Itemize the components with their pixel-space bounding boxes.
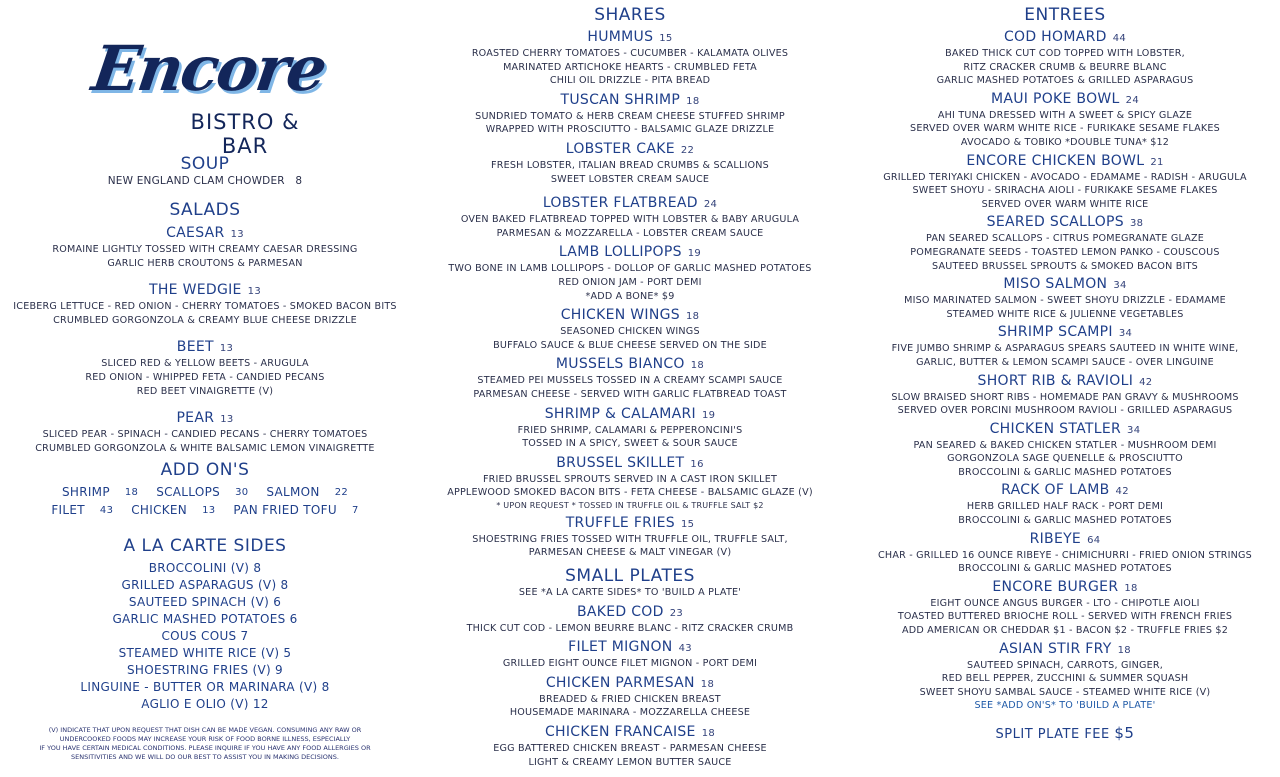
section-title-sides: A LA CARTE SIDES (123, 536, 287, 556)
item-price: 42 (1139, 376, 1153, 388)
menu-item (850, 641, 1280, 713)
menu-item (415, 406, 845, 451)
item-desc: FRIED SHRIMP, CALAMARI & PEPPERONCINI'S (517, 424, 743, 436)
item-desc: SWEET SHOYU SAMBAL SAUCE - STEAMED WHITE RICE (V) (919, 686, 1211, 698)
menu-item (415, 356, 845, 401)
item-name: CHICKEN WINGS (560, 307, 680, 324)
item-name: SEARED SCALLOPS (986, 214, 1124, 231)
item-desc: SERVED OVER WARM WHITE RICE - FURIKAKE SESAME FLAKES (910, 123, 1220, 135)
item-desc: ICEBERG LETTUCE - RED ONION - CHERRY TOMATOES - SMOKED BACON BITS (13, 301, 397, 313)
item-name: CHICKEN FRANCAISE (544, 724, 696, 741)
item-price: 18 (701, 728, 716, 740)
item-desc: RED BEET VINAIGRETTE (V) (136, 385, 274, 397)
menu-item (415, 195, 845, 240)
item-desc: GARLIC HERB CROUTONS & PARMESAN (107, 257, 303, 269)
item-desc: GORGONZOLA SAGE QUENELLE & PROSCIUTTO (947, 453, 1183, 465)
item-desc: SWEET SHOYU - SRIRACHA AIOLI - FURIKAKE SESAME FLAKES (912, 185, 1218, 197)
item-desc: SERVED OVER WARM WHITE RICE (981, 198, 1149, 210)
item-desc: BREADED & FRIED CHICKEN BREAST (539, 693, 721, 705)
item-price: 18 (1124, 582, 1138, 594)
addon-price: 30 (235, 487, 249, 498)
item-price: 18 (700, 678, 715, 690)
section-title-soup: SOUP (180, 154, 230, 174)
item-desc: SUNDRIED TOMATO & HERB CREAM CHEESE STUFFED SHRIMP (475, 110, 785, 122)
item-desc: ROMAINE LIGHTLY TOSSED WITH CREAMY CAESAR DRESSING (52, 244, 358, 255)
fee-label: SPLIT PLATE FEE (995, 727, 1110, 743)
item-desc: FRIED BRUSSEL SPROUTS SERVED IN A CAST IRON SKILLET (482, 473, 778, 485)
item-desc: SHOESTRING FRIES TOSSED WITH TRUFFLE OIL, TRUFFLE SALT, (472, 533, 788, 545)
item-desc: RED BELL PEPPER, ZUCCHINI & SUMMER SQUASH (941, 673, 1189, 685)
soup-item (0, 175, 410, 189)
item-name: PEAR (176, 410, 215, 427)
item-desc: CHAR - GRILLED 16 OUNCE RIBEYE - CHIMICHURRI - FRIED ONION STRINGS (878, 549, 1252, 561)
item-price: 34 (1118, 328, 1133, 340)
item-desc: BROCCOLINI & GARLIC MASHED POTATOES (958, 515, 1172, 527)
addon-price: 13 (202, 505, 216, 516)
item-price: 24 (703, 199, 718, 211)
side-item: SAUTEED SPINACH (V) 6 (128, 595, 282, 609)
item-price: 42 (1115, 486, 1129, 498)
item-price: 22 (680, 144, 695, 156)
side-item: GARLIC MASHED POTATOES 6 (112, 612, 298, 626)
menu-item (850, 153, 1280, 212)
item-desc: APPLEWOOD SMOKED BACON BITS - FETA CHEESE - BALSAMIC GLAZE (V) (447, 487, 813, 499)
item-name: SHORT RIB & RAVIOLI (977, 372, 1134, 389)
menu-item (0, 339, 410, 398)
item-desc: GARLIC, BUTTER & LEMON SCAMPI SAUCE - OVER LINGUINE (916, 356, 1214, 368)
menu-item (0, 410, 410, 455)
item-price: 13 (220, 414, 234, 426)
item-desc: TOASTED BUTTERED BRIOCHE ROLL - SERVED WITH FRENCH FRIES (897, 611, 1233, 623)
item-desc: SLICED RED & YELLOW BEETS - ARUGULA (101, 358, 309, 370)
item-desc: SLOW BRAISED SHORT RIBS - HOMEMADE PAN GRAVY & MUSHROOMS (891, 391, 1239, 403)
small-plates-note: SEE *A LA CARTE SIDES* TO 'BUILD A PLATE' (518, 587, 742, 599)
soup-text: NEW ENGLAND CLAM CHOWDER (107, 175, 285, 187)
item-desc: THICK CUT COD - LEMON BEURRE BLANC - RITZ CRACKER CRUMB (466, 622, 794, 634)
item-desc: SERVED OVER PORCINI MUSHROOM RAVIOLI - GRILLED ASPARAGUS (897, 405, 1233, 417)
item-name: ASIAN STIR FRY (999, 640, 1112, 657)
item-name: HUMMUS (587, 29, 654, 45)
item-price: 34 (1113, 280, 1127, 292)
item-desc: TOSSED IN A SPICY, SWEET & SOUR SAUCE (522, 438, 738, 450)
item-desc: HOUSEMADE MARINARA - MOZZARELLA CHEESE (509, 707, 751, 719)
addon-name: PAN FRIED TOFU (233, 503, 337, 517)
addon-name: SHRIMP (61, 485, 110, 499)
item-name: TRUFFLE FRIES (565, 514, 675, 531)
section-title-salads: SALADS (169, 200, 241, 220)
item-desc: SWEET LOBSTER CREAM SAUCE (550, 173, 710, 185)
menu-item (850, 482, 1280, 527)
item-desc: PARMESAN CHEESE - SERVED WITH GARLIC FLATBREAD TOAST (473, 388, 787, 400)
item-name: RIBEYE (1029, 530, 1082, 547)
item-desc: MARINATED ARTICHOKE HEARTS - CRUMBLED FETA (503, 61, 757, 73)
item-desc: ADD AMERICAN OR CHEDDAR $1 - BACON $2 - TRUFFLE FRIES $2 (901, 625, 1229, 637)
menu-item (415, 724, 845, 769)
menu-item (415, 141, 845, 186)
addon-price: 22 (334, 487, 349, 498)
item-desc: MISO MARINATED SALMON - SWEET SHOYU DRIZZLE - EDAMAME (904, 295, 1226, 307)
addon-name: SALMON (266, 485, 320, 499)
item-desc: BAKED THICK CUT COD TOPPED WITH LOBSTER, (945, 48, 1185, 59)
item-desc: POMEGRANATE SEEDS - TOASTED LEMON PANKO - COUSCOUS (910, 246, 1220, 258)
addons-row (0, 502, 410, 519)
item-desc: AVOCADO & TOBIKO *DOUBLE TUNA* $12 (960, 136, 1170, 148)
addon-price: 18 (124, 487, 139, 498)
side-item: AGLIO E OLIO (V) 12 (141, 697, 269, 711)
item-desc: STEAMED PEI MUSSELS TOSSED IN A CREAMY SCAMPI SAUCE (477, 375, 783, 387)
menu-item (850, 531, 1280, 576)
addons-section (0, 460, 410, 519)
item-name: COD HOMARD (1003, 29, 1107, 45)
item-price: 13 (247, 286, 261, 298)
fee-price: $5 (1114, 724, 1135, 743)
item-price: 18 (690, 360, 705, 372)
item-desc: GRILLED TERIYAKI CHICKEN - AVOCADO - EDAMAME - RADISH - ARUGULA (883, 171, 1247, 183)
item-price: 24 (1125, 94, 1139, 106)
item-price: 18 (685, 311, 700, 323)
item-name: TUSCAN SHRIMP (560, 91, 681, 108)
item-name: LOBSTER FLATBREAD (542, 195, 698, 212)
item-desc: OVEN BAKED FLATBREAD TOPPED WITH LOBSTER & BABY ARUGULA (460, 214, 800, 226)
menu-item (0, 282, 410, 327)
item-name: RACK OF LAMB (1001, 482, 1110, 499)
menu-item (850, 91, 1280, 150)
side-item: COUS COUS 7 (161, 629, 249, 643)
item-price: 18 (686, 95, 700, 107)
item-name: SHRIMP & CALAMARI (544, 405, 696, 422)
menu-item (850, 214, 1280, 273)
item-desc: WRAPPED WITH PROSCIUTTO - BALSAMIC GLAZE DRIZZLE (485, 124, 775, 136)
addon-name: FILET (51, 503, 85, 517)
menu-item (415, 455, 845, 511)
item-price: 18 (1117, 644, 1131, 656)
item-desc: ROASTED CHERRY TOMATOES - CUCUMBER - KALAMATA OLIVES (471, 48, 789, 59)
menu-item (415, 515, 845, 560)
item-desc: SEASONED CHICKEN WINGS (560, 326, 700, 338)
menu-item (415, 92, 845, 137)
item-desc: PARMESAN & MOZZARELLA - LOBSTER CREAM SAUCE (496, 227, 764, 239)
item-name: BEET (176, 339, 214, 356)
item-price: 64 (1087, 534, 1101, 546)
addon-name: SCALLOPS (156, 485, 221, 499)
item-name: BRUSSEL SKILLET (556, 454, 685, 471)
item-desc: RED ONION JAM - PORT DEMI (558, 276, 702, 288)
item-price: 44 (1112, 33, 1127, 44)
section-title-small-plates: SMALL PLATES (565, 566, 695, 587)
item-price: 38 (1129, 218, 1144, 230)
item-price: 16 (690, 458, 704, 470)
item-desc: HERB GRILLED HALF RACK - PORT DEMI (966, 501, 1164, 513)
item-desc: STEAMED WHITE RICE & JULIENNE VEGETABLES (946, 308, 1184, 320)
item-name: MAUI POKE BOWL (991, 90, 1120, 107)
side-item: STEAMED WHITE RICE (V) 5 (118, 646, 292, 660)
small-plates-section (415, 566, 845, 769)
item-name: CAESAR (166, 225, 225, 241)
entrees-note: SEE *ADD ON'S* TO 'BUILD A PLATE' (974, 700, 1156, 712)
item-name: CHICKEN STATLER (989, 420, 1122, 437)
item-desc: FRESH LOBSTER, ITALIAN BREAD CRUMBS & SCALLIONS (491, 159, 769, 171)
encore-logo (85, 28, 330, 158)
item-desc: PAN SEARED SCALLOPS - CITRUS POMEGRANATE GLAZE (925, 233, 1205, 245)
item-desc: RITZ CRACKER CRUMB & BEURRE BLANC (963, 61, 1167, 73)
item-price: 15 (680, 518, 695, 530)
addons-row (0, 484, 410, 501)
disclaimer-line: IF YOU HAVE CERTAIN MEDICAL CONDITIONS. PLEASE INQUIRE IF YOU HAVE ANY FOOD ALLERGIES OR (39, 744, 371, 752)
item-desc: GRILLED EIGHT OUNCE FILET MIGNON - PORT DEMI (502, 658, 758, 670)
item-price: 43 (678, 643, 692, 655)
item-desc: RED ONION - WHIPPED FETA - CANDIED PECANS (85, 371, 325, 383)
item-desc: *ADD A BONE* $9 (585, 290, 675, 302)
item-name: CHICKEN PARMESAN (545, 674, 695, 691)
side-item: GRILLED ASPARAGUS (V) 8 (121, 578, 289, 592)
menu-item (850, 324, 1280, 369)
menu-item (415, 29, 845, 88)
item-desc: BROCCOLINI & GARLIC MASHED POTATOES (958, 466, 1172, 478)
item-price: 21 (1150, 156, 1164, 168)
item-desc: * UPON REQUEST * TOSSED IN TRUFFLE OIL & TRUFFLE SALT $2 (496, 500, 764, 510)
item-desc: TWO BONE IN LAMB LOLLIPOPS - DOLLOP OF GARLIC MASHED POTATOES (448, 263, 812, 275)
item-name: ENCORE BURGER (992, 578, 1119, 595)
section-title-addons: ADD ON'S (160, 460, 250, 480)
menu-item (850, 579, 1280, 638)
item-desc: BROCCOLINI & GARLIC MASHED POTATOES (958, 563, 1172, 575)
item-desc: EGG BATTERED CHICKEN BREAST - PARMESAN CHEESE (493, 743, 767, 755)
item-desc: CRUMBLED GORGONZOLA & CREAMY BLUE CHEESE DRIZZLE (53, 314, 357, 326)
menu-item (850, 373, 1280, 418)
disclaimer-line: (V) INDICATE THAT UPON REQUEST THAT DISH CAN BE MADE VEGAN. CONSUMING ANY RAW OR (48, 726, 362, 734)
item-desc: SLICED PEAR - SPINACH - CANDIED PECANS - CHERRY TOMATOES (42, 429, 368, 441)
item-name: SHRIMP SCAMPI (997, 324, 1113, 341)
item-price: 19 (701, 409, 716, 421)
split-plate-fee (850, 724, 1280, 742)
logo-tagline: BISTRO & BAR (190, 110, 300, 158)
addon-price: 7 (351, 505, 359, 516)
item-desc: BUFFALO SAUCE & BLUE CHEESE SERVED ON THE SIDE (493, 339, 767, 351)
side-item: BROCCOLINI (V) 8 (148, 561, 262, 575)
item-desc: SAUTEED SPINACH, CARROTS, GINGER, (966, 659, 1163, 671)
item-desc: GARLIC MASHED POTATOES & GRILLED ASPARAGUS (936, 75, 1194, 87)
menu-item (0, 225, 410, 270)
item-name: MISO SALMON (1003, 276, 1108, 293)
addon-price: 43 (99, 505, 114, 516)
addon-name: CHICKEN (131, 503, 188, 517)
sides-section (0, 536, 410, 713)
disclaimer-line: UNDERCOOKED FOODS MAY INCREASE YOUR RISK OF FOOD BORNE ILLNESS, ESPECIALLY (59, 735, 351, 743)
menu-item (850, 276, 1280, 321)
item-desc: EIGHT OUNCE ANGUS BURGER - LTO - CHIPOTLE AIOLI (930, 597, 1200, 609)
item-desc: CRUMBLED GORGONZOLA & WHITE BALSAMIC LEMON VINAIGRETTE (35, 442, 375, 454)
menu-item (850, 29, 1280, 88)
menu-item (415, 307, 845, 352)
section-title-entrees: ENTREES (1024, 5, 1106, 25)
soup-price: 8 (295, 175, 303, 187)
menu-item (415, 604, 845, 636)
item-price: 13 (219, 343, 234, 355)
logo-wordmark: Encore (87, 32, 330, 105)
item-name: ENCORE CHICKEN BOWL (966, 152, 1145, 169)
menu-item (850, 421, 1280, 480)
item-name: THE WEDGIE (149, 282, 242, 299)
salads-section (0, 200, 410, 455)
item-price: 23 (669, 607, 684, 619)
item-price: 13 (230, 229, 244, 240)
disclaimer (0, 726, 410, 762)
disclaimer-line: SENSITIVITIES AND WE WILL DO OUR BEST TO ASSIST YOU IN MAKING DECISIONS. (71, 753, 339, 761)
side-item: LINGUINE - BUTTER OR MARINARA (V) 8 (80, 680, 330, 694)
section-title-shares: SHARES (594, 5, 666, 25)
item-desc: CHILI OIL DRIZZLE - PITA BREAD (549, 75, 711, 87)
item-name: MUSSELS BIANCO (555, 356, 685, 373)
side-item: SHOESTRING FRIES (V) 9 (127, 663, 283, 677)
item-desc: PARMESAN CHEESE & MALT VINEGAR (V) (528, 547, 732, 559)
item-desc: LIGHT & CREAMY LEMON BUTTER SAUCE (528, 756, 732, 768)
item-desc: SAUTEED BRUSSEL SPROUTS & SMOKED BACON BITS (932, 260, 1198, 272)
item-price: 19 (687, 248, 702, 260)
item-desc: AHI TUNA DRESSED WITH A SWEET & SPICY GLAZE (937, 109, 1193, 121)
menu-item (415, 244, 845, 303)
item-name: LAMB LOLLIPOPS (558, 244, 682, 261)
item-name: BAKED COD (576, 603, 664, 620)
item-price: 15 (659, 33, 673, 44)
item-price: 34 (1127, 424, 1141, 436)
item-desc: PAN SEARED & BAKED CHICKEN STATLER - MUSHROOM DEMI (913, 439, 1217, 451)
item-name: FILET MIGNON (568, 639, 673, 656)
menu-item (415, 675, 845, 720)
menu-item (415, 639, 845, 671)
item-name: LOBSTER CAKE (565, 140, 675, 157)
item-desc: FIVE JUMBO SHRIMP & ASPARAGUS SPEARS SAUTEED IN WHITE WINE, (891, 343, 1239, 355)
